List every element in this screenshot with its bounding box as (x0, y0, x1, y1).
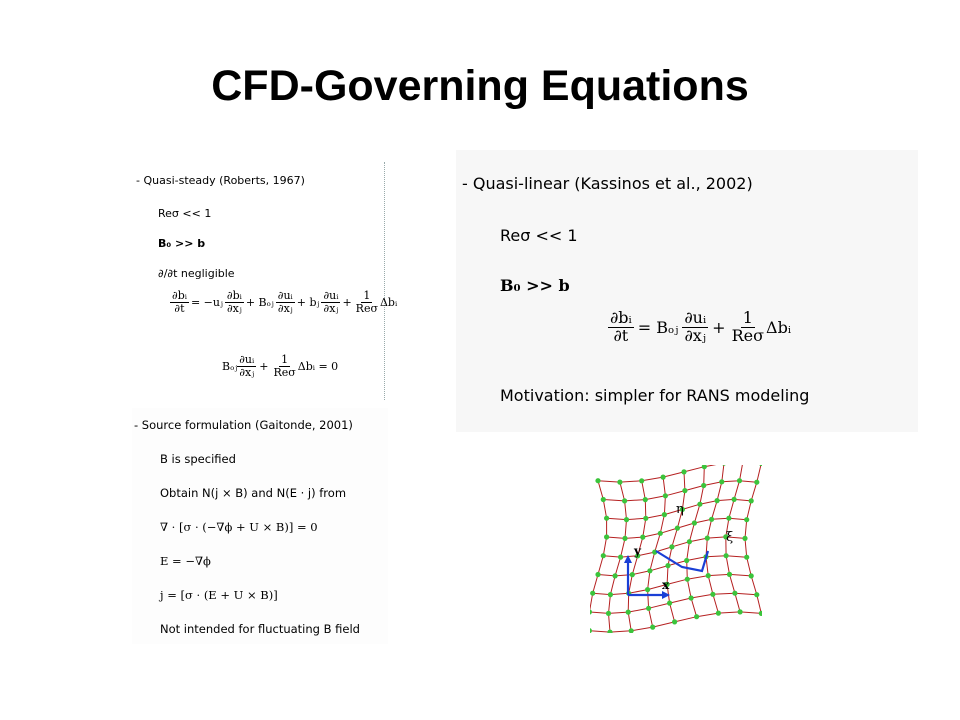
mesh-node (667, 601, 672, 606)
quasi-linear-induction-equation: $\frac{\text{∂bᵢ}}{\partial t}$ = Bₒⱼ $\frac{\text{∂uᵢ}}{\text{∂xⱼ}}$ + $\frac{1}{\text{Reσ}}$ Δbᵢ (610, 308, 792, 345)
quasi-steady-condition-time: ∂/∂t negligible (158, 267, 235, 280)
source-formulation-line-note: Not intended for fluctuating B field (160, 622, 360, 636)
mesh-node (630, 572, 635, 577)
mesh-node (590, 609, 592, 614)
mesh-node (639, 478, 644, 483)
mesh-node (681, 469, 686, 474)
mesh-node (684, 558, 689, 563)
mesh-node (738, 609, 743, 614)
source-formulation-line-specified: B is specified (160, 452, 236, 466)
quasi-steady-heading: - Quasi-steady (Roberts, 1967) (136, 174, 305, 187)
slide-title: CFD-Governing Equations (211, 62, 749, 110)
mesh-node (662, 512, 667, 517)
mesh-node (719, 479, 724, 484)
mesh-node (618, 555, 623, 560)
mesh-node (643, 497, 648, 502)
mesh-node (607, 630, 612, 634)
mesh-node (665, 563, 670, 568)
mesh-node (687, 539, 692, 544)
source-formulation-line-obtain: Obtain N(j × B) and N(E · j) from (160, 486, 347, 500)
mesh-node (604, 534, 609, 539)
computational-axes (656, 502, 733, 571)
eta-axis-line (656, 551, 708, 571)
mesh-node (702, 465, 707, 469)
mesh-node (613, 573, 618, 578)
mesh-node (590, 591, 595, 596)
mesh-node (595, 572, 600, 577)
eta-label: η (676, 502, 684, 517)
mesh-nodes (590, 465, 762, 633)
mesh-row-line (598, 465, 761, 482)
mesh-node (675, 526, 680, 531)
source-formulation-line-current: j = [σ · (E + U × B)] (160, 588, 278, 602)
quasi-steady-induction-equation: $\frac{\text{∂bᵢ}}{\partial t}$ = −uⱼ $\frac{\text{∂bᵢ}}{\text{∂xⱼ}}$ + Bₒⱼ $\frac{\text{∂uᵢ}}{\text{∂xⱼ}}$ + bⱼ $\frac{\text{∂uᵢ}}{\text{∂xⱼ}}$ + $\frac{1}{\text{Reσ}}$ Δbᵢ (172, 289, 398, 315)
mesh-node (724, 553, 729, 558)
mesh-node (606, 611, 611, 616)
mesh-node (715, 498, 720, 503)
mesh-node (754, 480, 759, 485)
mesh-node (692, 520, 697, 525)
mesh-node (749, 573, 754, 578)
mesh-node (726, 516, 731, 521)
mesh-node (617, 480, 622, 485)
source-formulation-line-electric-field: E = −∇ϕ (160, 554, 211, 568)
mesh-node (643, 516, 648, 521)
mesh-node (650, 625, 655, 630)
mesh-node (701, 483, 706, 488)
source-formulation-heading: - Source formulation (Gaitonde, 2001) (134, 418, 353, 432)
mesh-grid-lines (590, 465, 761, 632)
mesh-node (647, 568, 652, 573)
mesh-node (590, 628, 592, 633)
quasi-steady-condition-field: B₀ >> b (158, 237, 206, 250)
quasi-linear-panel (456, 150, 918, 432)
mesh-node (658, 531, 663, 536)
mesh-node (626, 610, 631, 615)
mesh-node (705, 536, 710, 541)
quasi-linear-condition-field: B₀ >> b (500, 276, 570, 295)
quasi-linear-heading: - Quasi-linear (Kassinos et al., 2002) (462, 174, 753, 193)
mesh-node (685, 577, 690, 582)
mesh-node (669, 544, 674, 549)
mesh-node (661, 475, 666, 480)
source-formulation-line-potential: ∇ · [σ · (−∇ϕ + U × B)] = 0 (160, 520, 318, 534)
mesh-node (727, 572, 732, 577)
x-label: x (662, 578, 670, 592)
mesh-node (694, 614, 699, 619)
mesh-node (601, 497, 606, 502)
mesh-node (737, 478, 742, 483)
mesh-node (622, 536, 627, 541)
mesh-node (742, 536, 747, 541)
mesh-node (716, 611, 721, 616)
curvilinear-mesh-figure (590, 465, 762, 633)
mesh-node (697, 502, 702, 507)
quasi-linear-condition-reynolds: Reσ << 1 (500, 226, 578, 245)
mesh-node (601, 553, 606, 558)
mesh-node (754, 592, 759, 597)
quasi-steady-condition-reynolds: Reσ << 1 (158, 207, 212, 220)
mesh-node (689, 595, 694, 600)
mesh-node (604, 516, 609, 521)
mesh-node (744, 555, 749, 560)
source-formulation-panel (132, 408, 388, 644)
mesh-node (682, 488, 687, 493)
quasi-steady-balance-equation: Bₒⱼ $\frac{\text{∂uᵢ}}{\text{∂xⱼ}}$ + $\frac{1}{\text{Reσ}}$ Δbᵢ = 0 (222, 353, 339, 379)
mesh-node (608, 592, 613, 597)
quasi-steady-panel (132, 162, 398, 400)
mesh-node (595, 478, 600, 483)
mesh-node (663, 493, 668, 498)
mesh-node (744, 517, 749, 522)
mesh-node (624, 517, 629, 522)
mesh-node (721, 465, 726, 466)
mesh-node (629, 628, 634, 633)
mesh-node (759, 611, 762, 616)
mesh-node (732, 591, 737, 596)
mesh-node (645, 587, 650, 592)
mesh-node (622, 498, 627, 503)
mesh-node (732, 497, 737, 502)
mesh-row-line (590, 593, 757, 613)
quasi-linear-motivation: Motivation: simpler for RANS modeling (500, 386, 810, 405)
mesh-node (640, 535, 645, 540)
y-label: y (634, 544, 641, 558)
mesh-node (646, 606, 651, 611)
mesh-node (706, 573, 711, 578)
xi-label: ξ (726, 530, 734, 545)
mesh-node (709, 517, 714, 522)
mesh-node (672, 619, 677, 624)
mesh-node (710, 592, 715, 597)
mesh-node (749, 498, 754, 503)
